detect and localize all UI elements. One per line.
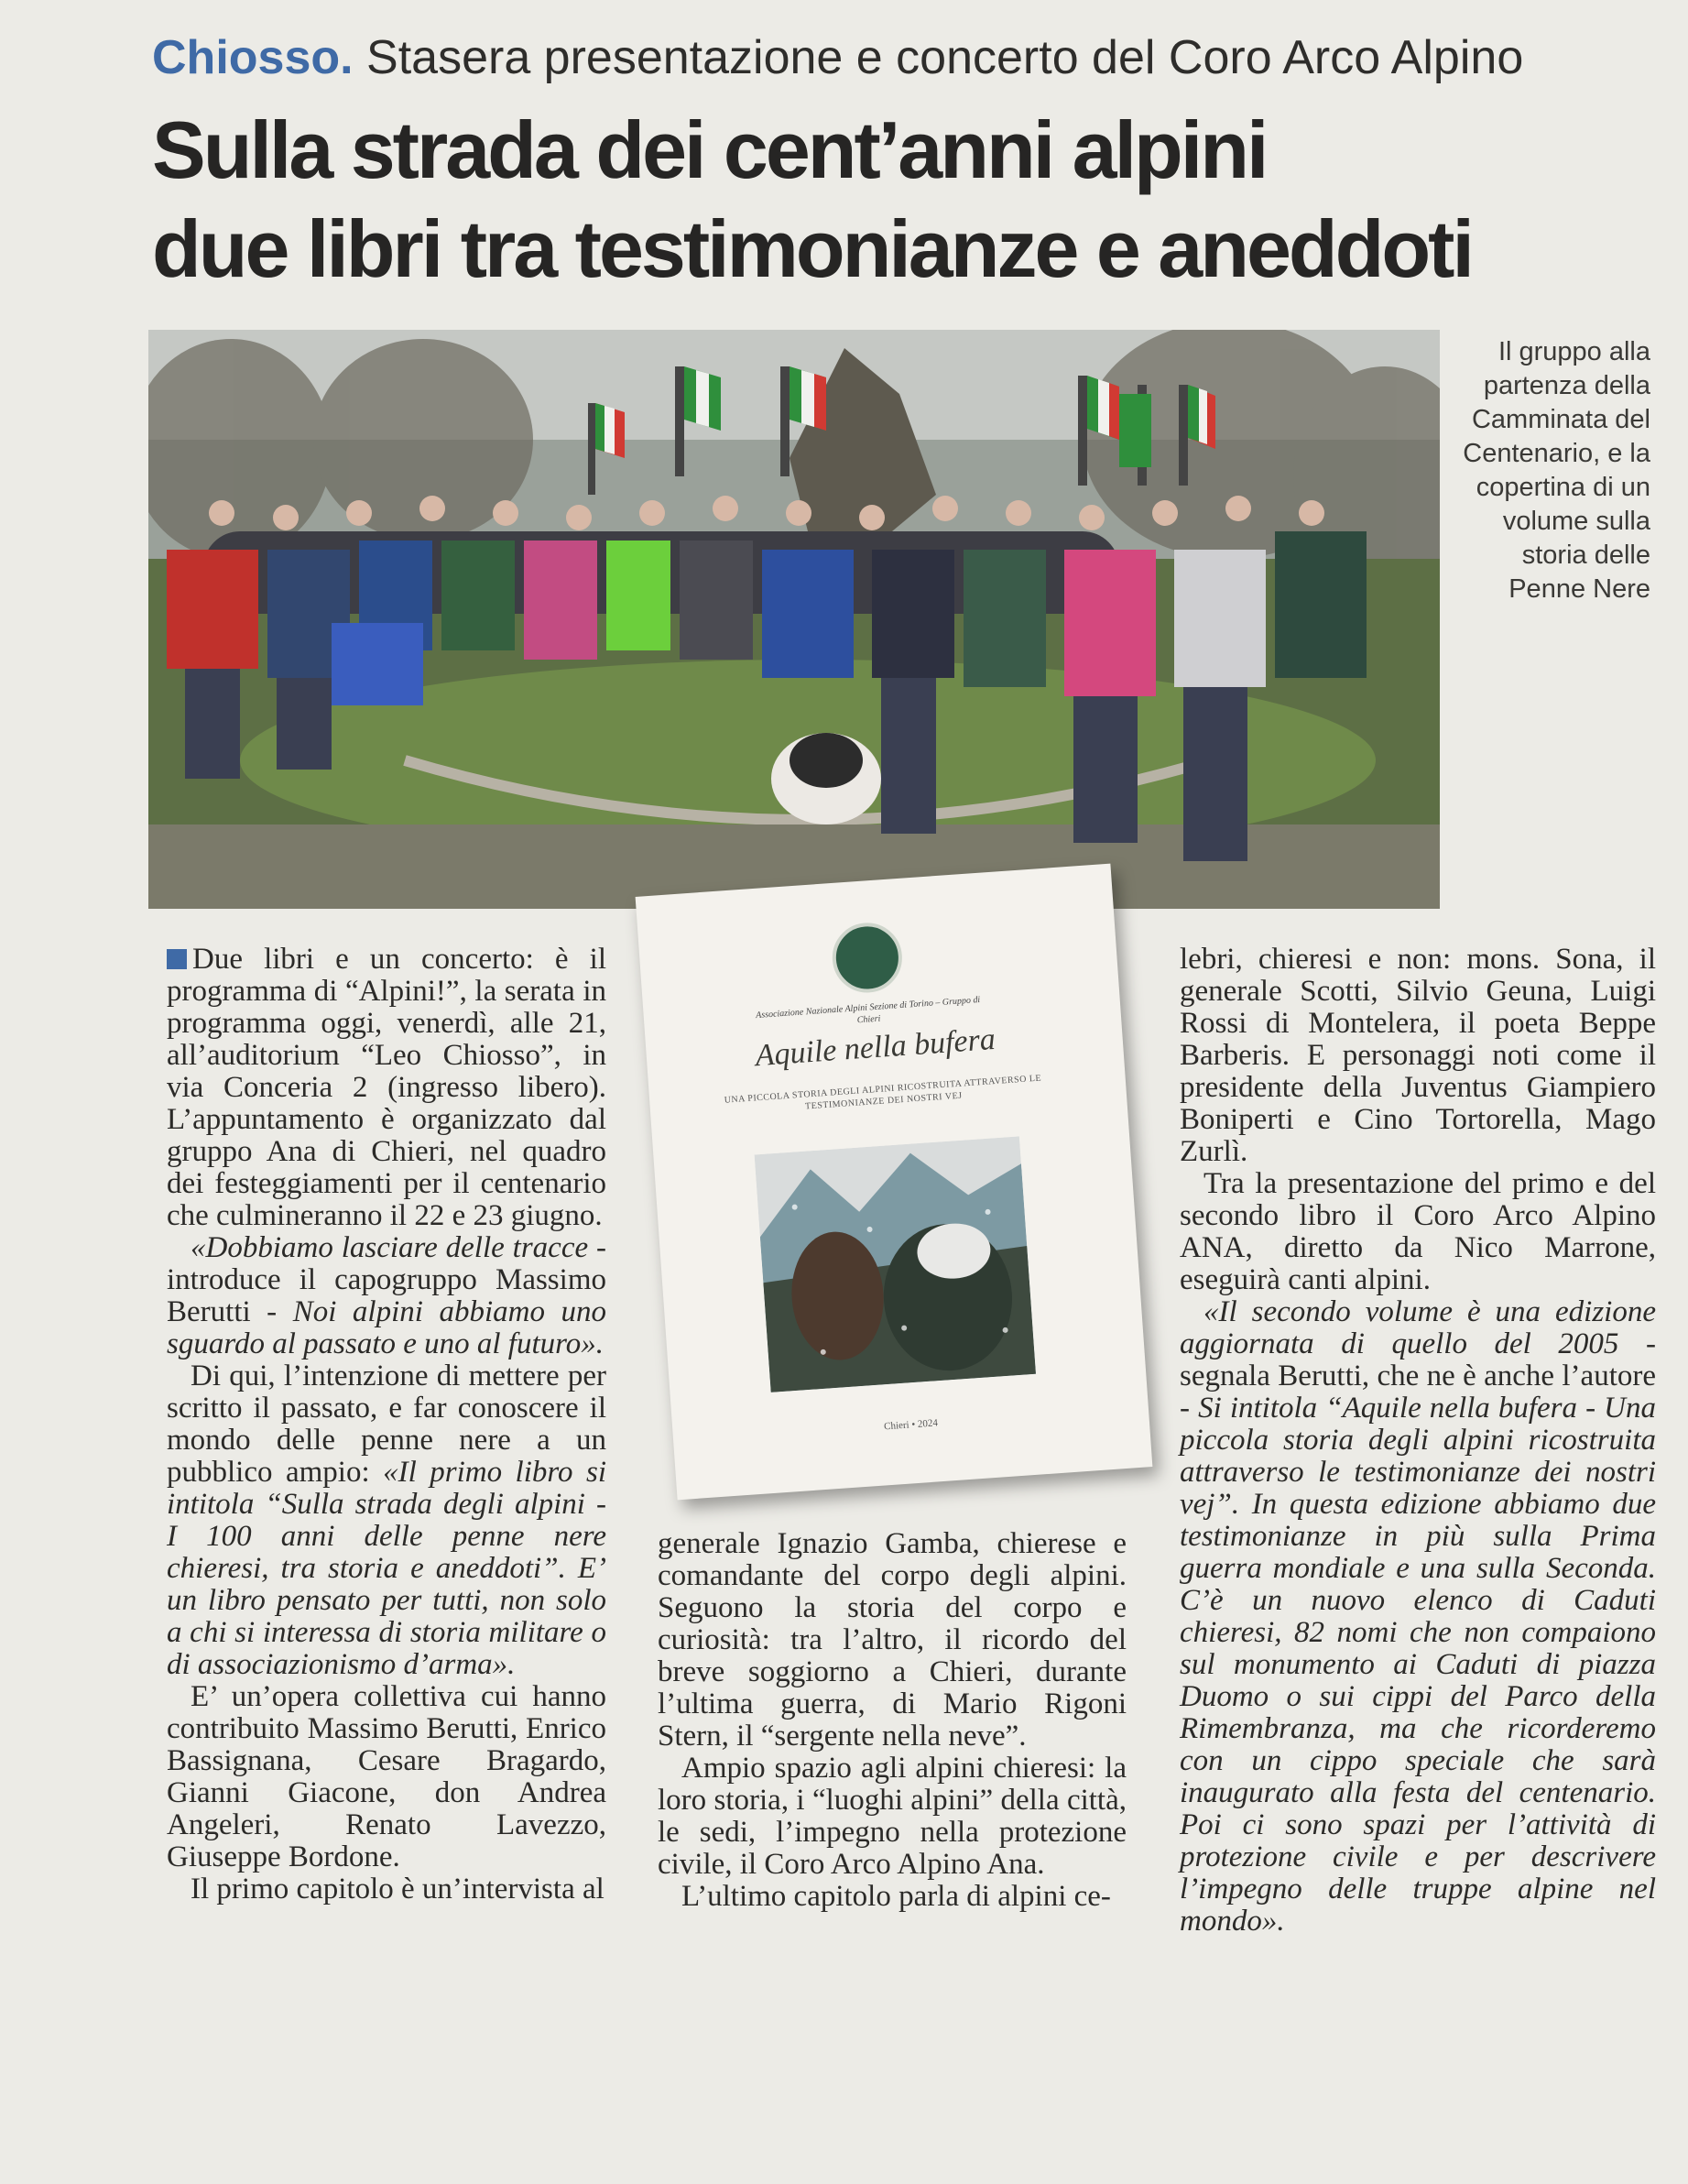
article-column-3 <box>1180 944 1656 1938</box>
book-cover-illustration <box>755 1136 1036 1392</box>
paragraph-text: Due libri e un concerto: è il programma di “Alpini!”, la serata in programma oggi, venerdì, alle 21, all’auditorium “Leo Chiosso”, in via Conceria 2 (ingresso libero). L’appuntamento è organizzato dal gruppo Ana di Chieri, nel quadro dei festeggiamenti per il centenario che culmineranno il 22 e 23 giugno. <box>167 943 606 1232</box>
paragraph: E’ un’opera collettiva cui hanno contribuito Massimo Berutti, Enrico Bassignana, Cesare Bragardo, Gianni Giacone, don Andrea Angeleri, Renato Lavezzo, Giuseppe Bordone. <box>167 1680 606 1873</box>
paragraph: generale Ignazio Gamba, chierese e comandante del corpo degli alpini. Seguono la storia del corpo e curiosità: tra l’altro, il ricordo del breve soggiorno a Chieri, durante l’ultima guerra, di Mario Rigoni Stern, il “sergente nella neve”. <box>658 1527 1127 1753</box>
book-cover <box>636 864 1153 1501</box>
paragraph: Il primo capitolo è un’intervista al <box>191 1873 604 1906</box>
book-logo-icon <box>830 921 904 995</box>
book-date: Chieri • 2024 <box>883 1417 939 1433</box>
photo-caption: Il gruppo alla partenza della Camminata del Centenario, e la copertina di un volume sulla storia delle Penne Nere <box>1463 337 1650 604</box>
paragraph <box>1180 1296 1656 1938</box>
article-column-1 <box>167 944 606 1906</box>
group-photo <box>148 330 1440 909</box>
quote-text: Si intitola “Aquile nella bufera - Una piccola storia degli alpini ricostruita attraverso le testimonianze dei nostri vej”. In questa edizione abbiamo due testimonianze in più sulla Prima guerra mondiale e una sulla Seconda. C’è un nuovo elenco di Caduti chieresi, 82 nomi che non compaiono sul monumento ai Caduti di piazza Duomo o sui cippi del Parco della Rimembranza, ma che ricorderemo con un cippo speciale che sarà inaugurato alla festa del centenario. Poi ci sono spazi per l’attività di protezione civile e per descrivere l’impegno delle truppe alpine nel mondo». <box>1180 1392 1657 1938</box>
article-column-2 <box>658 1528 1127 1913</box>
kicker <box>152 26 1654 90</box>
paragraph: lebri, chieresi e non: mons. Sona, il generale Scotti, Silvio Geuna, Luigi Rossi di Montelera, il poeta Beppe Barberis. E personaggi noti come il presidente della Juventus Giampiero Boniperti e Cino Tortorella, Mago Zurlì. <box>1180 943 1656 1168</box>
headline-line-2: due libri tra testimonianze e aneddoti <box>152 203 1472 294</box>
paragraph: L’ultimo capitolo parla di alpini ce- <box>681 1880 1111 1913</box>
quote-text: «Dobbiamo lasciare delle tracce <box>191 1231 589 1264</box>
kicker-text: Stasera presentazione e concerto del Coro Arco Alpino <box>353 31 1524 84</box>
kicker-place: Chiosso. <box>152 31 354 84</box>
quote-text: «Il primo libro si intitola “Sulla strada degli alpini - I 100 anni delle penne nere chieresi, tra storia e aneddoti”. E’ un libro pensato per tutti, non solo a chi si interessa di storia militare o di associazionismo d’arma». <box>167 1456 606 1681</box>
quote-text: Noi alpini abbiamo uno sguardo al passato e uno al futuro». <box>167 1295 606 1360</box>
headline <box>152 101 1654 299</box>
paragraph-text: - segnala Berutti, che ne è anche l’autore - <box>1180 1327 1656 1425</box>
book-subtitle: UNA PICCOLA STORIA DEGLI ALPINI RICOSTRUITA ATTRAVERSO LE TESTIMONIANZE DEI NOSTRI VEJ <box>724 1073 1042 1112</box>
book-org: Associazione Nazionale Alpini Sezione di Torino – Gruppo di Chieri <box>755 994 981 1026</box>
paragraph: Tra la presentazione del primo e del secondo libro il Coro Arco Alpino ANA, diretto da Nico Marrone, eseguirà canti alpini. <box>1180 1167 1656 1296</box>
paragraph <box>167 944 606 1232</box>
headline-line-1: Sulla strada dei cent’anni alpini <box>152 104 1267 195</box>
paragraph <box>167 1360 606 1681</box>
book-title: Aquile nella bufera <box>754 1021 996 1074</box>
lead-square-icon <box>167 949 187 969</box>
paragraph-text: Di qui, l’intenzione di mettere per scritto il passato, e far conoscere il mondo delle penne nere a un pubblico ampio: <box>167 1360 606 1489</box>
paragraph-text: - introduce il capogruppo Massimo Berutti - <box>167 1231 606 1328</box>
group-photo-illustration <box>148 330 1440 909</box>
paragraph <box>167 1232 606 1360</box>
paragraph: Ampio spazio agli alpini chieresi: la loro storia, i “luoghi alpini” della città, le sedi, l’impegno nella protezione civile, il Coro Arco Alpino Ana. <box>658 1752 1127 1881</box>
quote-text: «Il secondo volume è una edizione aggiornata di quello del 2005 <box>1180 1295 1656 1360</box>
